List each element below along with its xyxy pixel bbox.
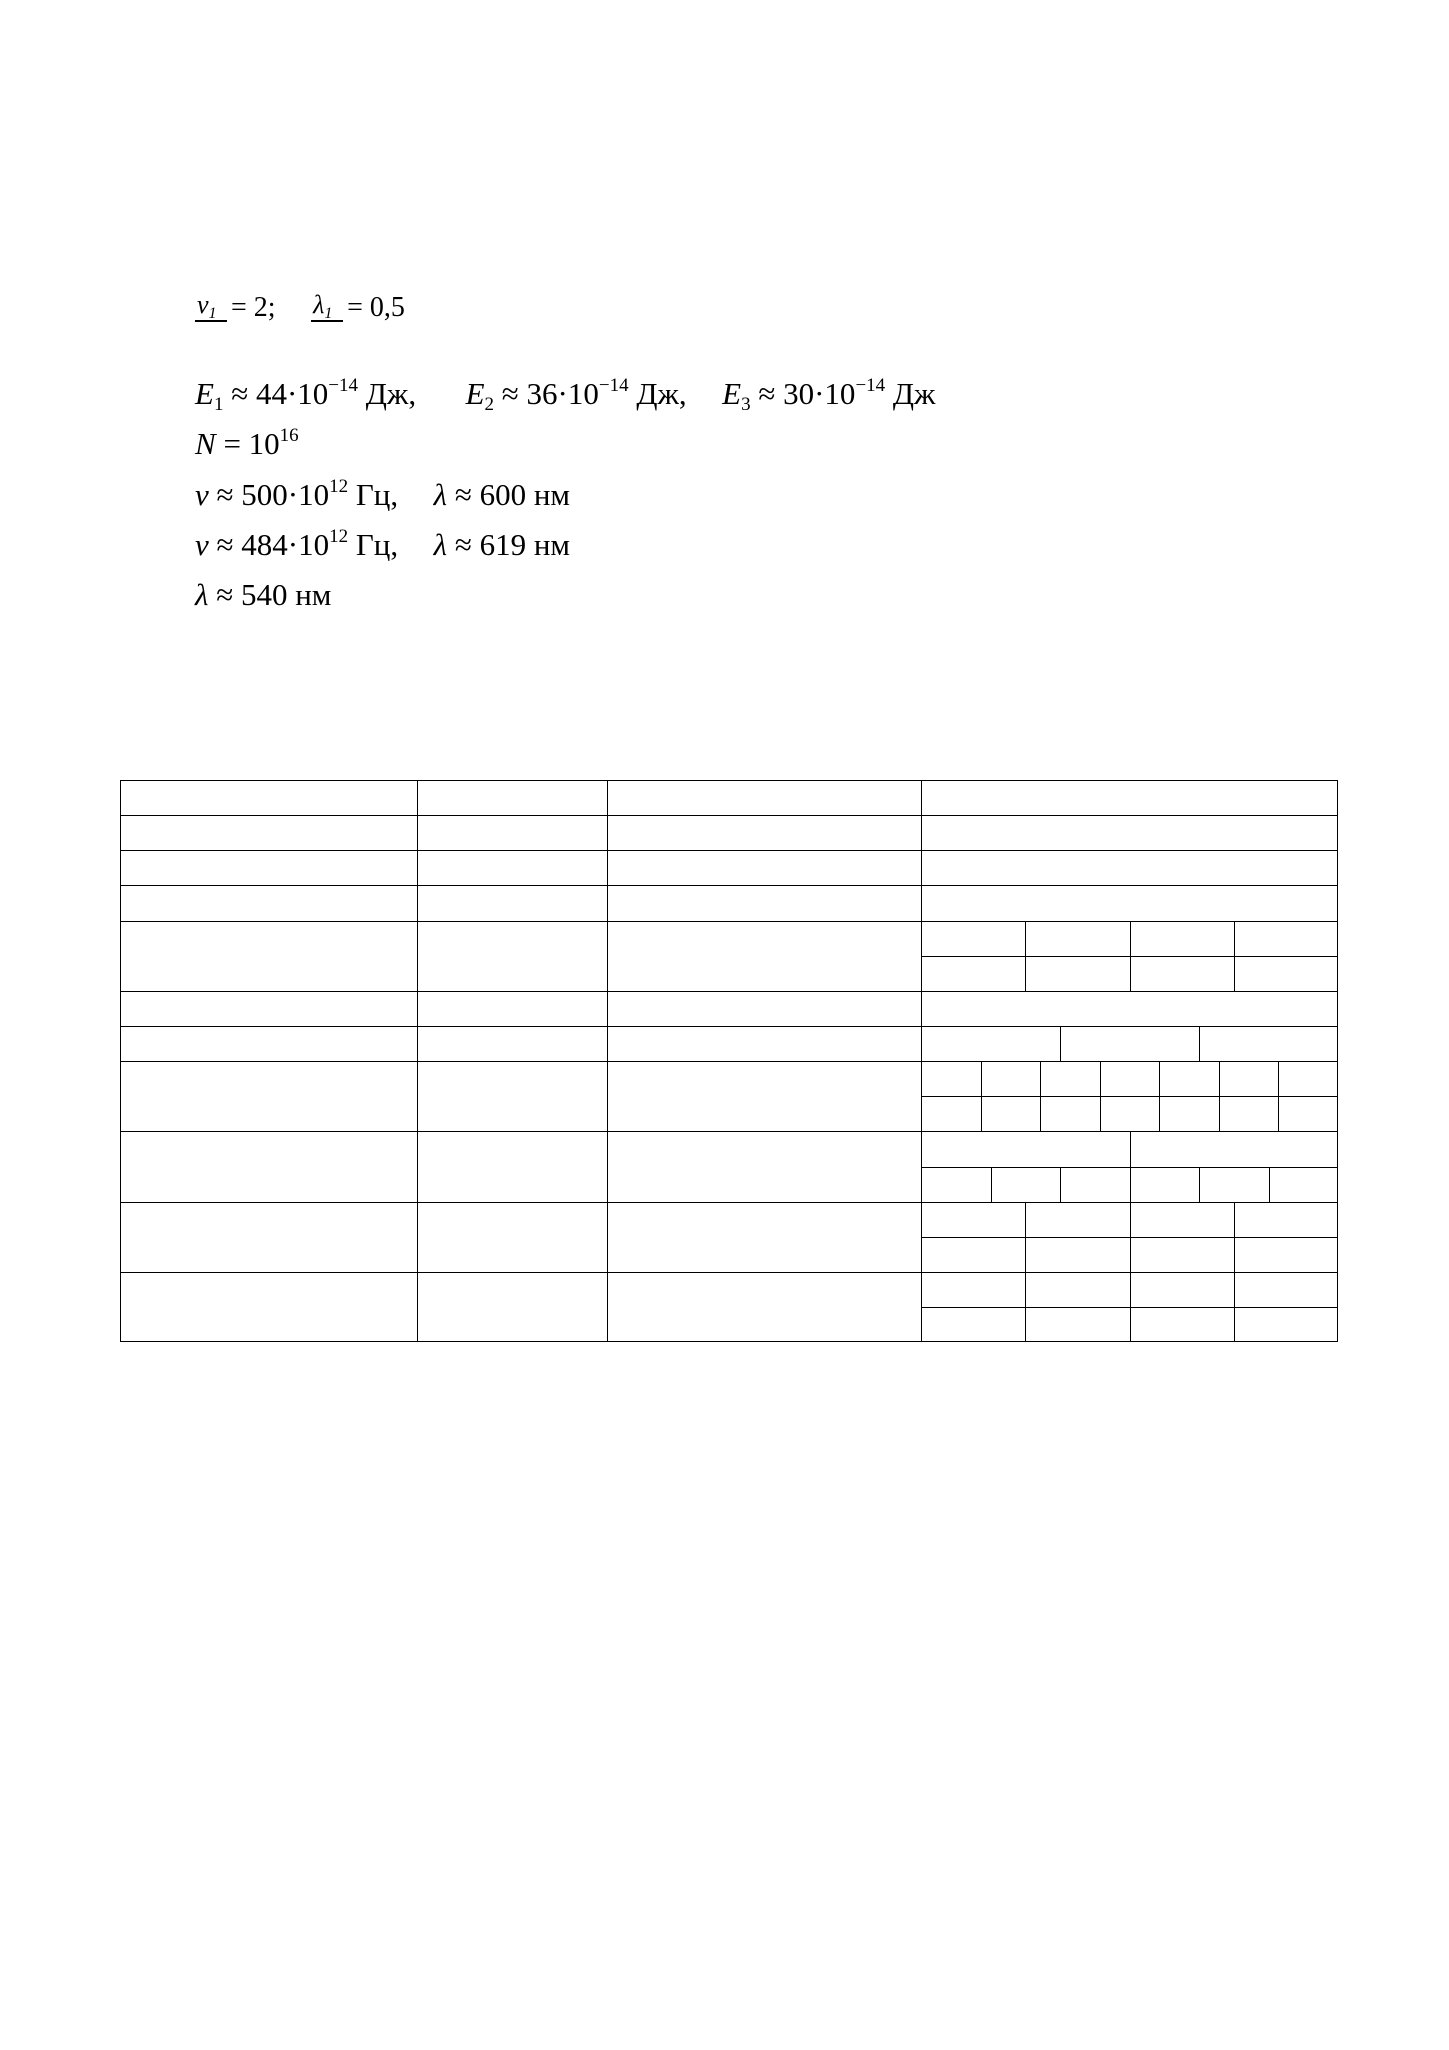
table-cell [921,1167,991,1202]
table-cell [1159,1096,1219,1131]
count-line: $N = 10^{16}$ [195,425,299,461]
table-cell [1269,1167,1338,1202]
table-cell [1025,1307,1130,1342]
table-cell [1130,1167,1199,1202]
table-cell [1234,1202,1338,1237]
frequency-line-2: $\nu \approx 484\cdot 10^{12}$ Гц, λ ≈ 619 нм [195,526,571,562]
table-cell [417,885,607,921]
table-cell [417,780,607,815]
wavelength-line: λ ≈ 540 нм [195,577,332,612]
nu-ratio: $\nu_1$ = 2; [197,290,276,323]
table-cell [120,815,417,850]
table-cell [607,1272,921,1342]
table-cell [417,1061,607,1131]
table-cell [921,1026,1060,1061]
table-cell [120,885,417,921]
table-cell [1130,1272,1234,1307]
table-cell [120,921,417,991]
table-cell [1100,1096,1159,1131]
table-cell [1025,956,1130,991]
table-cell [417,1202,607,1272]
table-cell [417,1026,607,1061]
table-cell [1159,1061,1219,1096]
table-cell [607,921,921,991]
table-cell [1199,1167,1269,1202]
table-cell [120,1131,417,1202]
table-cell [1025,1237,1130,1272]
table-cell [607,815,921,850]
table-cell [120,780,417,815]
table-cell [120,1272,417,1342]
table-cell [1130,956,1234,991]
table-cell [921,1061,981,1096]
table-cell [607,1026,921,1061]
ratio-line [195,282,405,323]
table-cell [981,1061,1040,1096]
table-cell [921,1272,1025,1307]
table-cell [417,921,607,991]
table-cell [921,1131,1130,1167]
table-cell [921,921,1025,956]
table-cell [1130,1202,1234,1237]
table-cell [1060,1167,1130,1202]
table-cell [607,1131,921,1202]
table-cell [1040,1061,1100,1096]
table-cell [1060,1026,1199,1061]
table-cell [921,815,1338,850]
table-cell [1234,956,1338,991]
table-cell [120,1202,417,1272]
table-cell [1234,1307,1338,1342]
table-cell [1130,1237,1234,1272]
table-cell [120,1026,417,1061]
table-cell [607,1202,921,1272]
table-cell [1130,921,1234,956]
table-cell [607,885,921,921]
table-cell [921,850,1338,885]
table-cell [1219,1061,1278,1096]
table-cell [417,991,607,1026]
table-cell [607,991,921,1026]
table-cell [991,1167,1060,1202]
table-cell [921,1237,1025,1272]
table-cell [1130,1131,1338,1167]
table-cell [981,1096,1040,1131]
table-cell [120,850,417,885]
lambda-ratio: $\lambda_1$ = 0,5 [313,290,405,323]
table-cell [417,815,607,850]
table-cell [1234,1272,1338,1307]
table-cell [1025,921,1130,956]
table-cell [1130,1307,1234,1342]
frequency-line-1: $\nu \approx 500\cdot 10^{12}$ Гц, λ ≈ 600 нм [195,476,571,512]
answer-table [120,780,1338,1342]
table-cell [120,1061,417,1131]
table-cell [921,1096,981,1131]
table-cell [1278,1096,1338,1131]
table-cell [921,1202,1025,1237]
table-cell [1100,1061,1159,1096]
table-cell [417,850,607,885]
table-cell [921,991,1338,1026]
table-cell [417,1131,607,1202]
table-cell [1025,1272,1130,1307]
table-cell [1025,1202,1130,1237]
energy-line: $E_1 \approx 44\cdot 10^{-14}$ Дж, $E_2 \approx 36\cdot 10^{-14}$ Дж, $E_3 \approx 30\cdot 10^{-14}$ Дж [195,375,936,415]
table-cell [1234,1237,1338,1272]
table-cell [921,780,1338,815]
table-cell [607,1061,921,1131]
table-cell [1199,1026,1338,1061]
table-cell [1219,1096,1278,1131]
table-cell [1234,921,1338,956]
table-cell [120,991,417,1026]
table-cell [417,1272,607,1342]
table-cell [1278,1061,1338,1096]
table-cell [607,850,921,885]
table-cell [1040,1096,1100,1131]
table-cell [607,780,921,815]
table-cell [921,1307,1025,1342]
table-cell [921,956,1025,991]
table-cell [921,885,1338,921]
